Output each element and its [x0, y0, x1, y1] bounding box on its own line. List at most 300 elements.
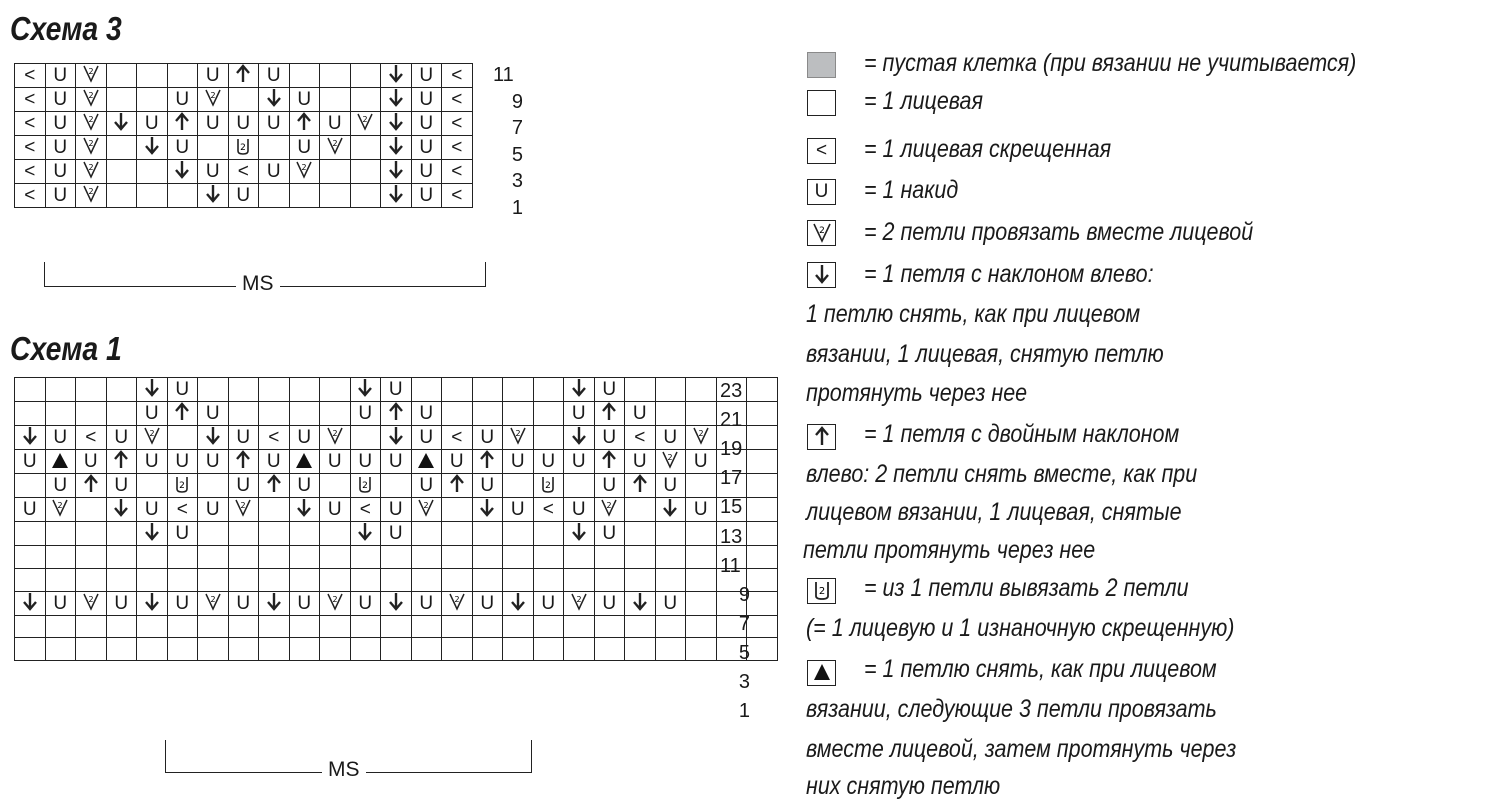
scheme1-cell [686, 522, 717, 546]
scheme3-cell: U [411, 136, 442, 160]
scheme3-cell [198, 88, 229, 112]
scheme1-cell: U [137, 498, 168, 522]
scheme1-cell: U [411, 426, 442, 450]
scheme1-cell [320, 402, 351, 426]
arrow-down-icon [205, 426, 221, 449]
arrow-down-icon [174, 160, 190, 183]
svg-text:2: 2 [606, 501, 612, 510]
scheme1-cell [228, 522, 259, 546]
arrow-down-icon [205, 184, 221, 207]
scheme1-cell [564, 638, 595, 661]
k2tog-icon [82, 64, 100, 87]
scheme1-cell [76, 615, 107, 638]
scheme1-cell: U [564, 402, 595, 426]
svg-text:2: 2 [362, 480, 369, 491]
scheme1-cell [747, 498, 778, 522]
svg-text:2: 2 [210, 594, 216, 604]
scheme1-cell [76, 546, 107, 569]
arrow-up-icon [601, 402, 617, 425]
scheme1-cell [655, 546, 686, 569]
scheme3-cell [350, 184, 381, 208]
scheme1-cell [137, 378, 168, 402]
grid-row [15, 638, 778, 661]
scheme1-cell [564, 522, 595, 546]
scheme1-cell [289, 402, 320, 426]
scheme3-cell: < [15, 88, 46, 112]
scheme1-cell [625, 568, 656, 591]
scheme3-cell: U [45, 88, 76, 112]
arrow-down-icon [388, 592, 404, 615]
k2tog-icon [234, 498, 252, 521]
scheme3-cell [106, 160, 137, 184]
svg-text:2: 2 [332, 594, 338, 604]
scheme3-cell [167, 112, 198, 136]
arrow-up-icon [174, 112, 190, 135]
scheme1-cell [76, 378, 107, 402]
scheme1-cell [594, 498, 625, 522]
scheme1-cell [533, 546, 564, 569]
scheme1-cell: U [564, 450, 595, 474]
scheme1-cell [747, 591, 778, 615]
scheme1-cell [594, 568, 625, 591]
grid-row [15, 378, 778, 402]
scheme1-cell [686, 546, 717, 569]
scheme1-cell [655, 615, 686, 638]
legend-knit-text: = 1 лицевая [864, 87, 983, 115]
svg-text:2: 2 [88, 67, 94, 76]
scheme3-cell [289, 184, 320, 208]
scheme1-cell [76, 591, 107, 615]
scheme3-cell: U [45, 112, 76, 136]
row-number: 11 [493, 64, 514, 86]
svg-text:2: 2 [698, 429, 704, 438]
scheme3-cell [320, 160, 351, 184]
scheme3-cell: U [320, 112, 351, 136]
grid-row [15, 474, 778, 498]
legend-double-slant-line3: петли протянуть через нее [803, 536, 1096, 564]
increase-icon [235, 137, 251, 159]
row-number: 9 [738, 583, 750, 606]
scheme1-cell [625, 591, 656, 615]
scheme1-cell [747, 378, 778, 402]
scheme1-cell [503, 638, 534, 661]
k2tog-icon [82, 88, 100, 111]
arrow-down-icon [510, 592, 526, 615]
scheme1-cell [747, 474, 778, 498]
k2tog-icon [204, 88, 222, 111]
k2tog-icon [82, 184, 100, 207]
scheme1-cell: U [167, 522, 198, 546]
scheme1-cell [747, 402, 778, 426]
legend-triple-swatch [807, 660, 836, 686]
triangle-icon [812, 661, 832, 690]
grid-row [15, 136, 473, 160]
scheme1-cell [503, 402, 534, 426]
scheme1-cell [442, 378, 473, 402]
scheme1-cell [15, 568, 46, 591]
scheme1-cell [289, 568, 320, 591]
scheme1-cell [747, 638, 778, 661]
scheme3-cell [76, 136, 107, 160]
scheme3-cell: U [45, 64, 76, 88]
row-number: 13 [720, 525, 743, 548]
scheme3-cell [76, 160, 107, 184]
arrow-down-icon [388, 184, 404, 207]
scheme1-cell [76, 638, 107, 661]
k2tog-icon [82, 160, 100, 183]
scheme1-cell [15, 615, 46, 638]
scheme3-cell: U [228, 112, 259, 136]
scheme1-cell [198, 568, 229, 591]
scheme1-cell [472, 568, 503, 591]
svg-text:2: 2 [454, 594, 460, 604]
scheme1-cell [320, 426, 351, 450]
legend-double-slant-line1: влево: 2 петли снять вместе, как при [806, 460, 1198, 488]
grid-row [15, 64, 473, 88]
scheme1-cell [655, 638, 686, 661]
scheme1-cell [198, 638, 229, 661]
row-number: 9 [511, 90, 523, 113]
scheme1-cell [381, 591, 412, 615]
scheme3-cell: < [15, 136, 46, 160]
scheme1-cell [350, 474, 381, 498]
scheme1-cell [320, 378, 351, 402]
scheme3-cell [76, 184, 107, 208]
scheme1-cell [381, 546, 412, 569]
scheme1-cell [533, 474, 564, 498]
scheme1-cell [533, 522, 564, 546]
scheme3-cell: U [45, 184, 76, 208]
scheme1-cell: < [167, 498, 198, 522]
legend-slant-left-line2: вязании, 1 лицевая, снятую петлю [806, 340, 1164, 368]
k2tog-icon [326, 592, 344, 615]
scheme1-cell [442, 402, 473, 426]
row-number: 21 [720, 409, 743, 432]
scheme1-cell [289, 522, 320, 546]
k2tog-icon [417, 498, 435, 521]
k2tog-icon [356, 112, 374, 135]
scheme3-cell: < [15, 160, 46, 184]
scheme3-cell: U [228, 184, 259, 208]
increase-icon [812, 579, 832, 608]
arrow-down-icon [266, 592, 282, 615]
legend-knit-swatch [807, 90, 836, 116]
svg-text:2: 2 [88, 91, 94, 100]
scheme1-cell [289, 498, 320, 522]
scheme1-cell [442, 474, 473, 498]
arrow-down-icon [388, 88, 404, 111]
scheme1-cell [15, 474, 46, 498]
scheme1-cell [259, 591, 290, 615]
scheme1-cell [594, 450, 625, 474]
scheme3-cell [350, 112, 381, 136]
arrow-down-icon [388, 426, 404, 449]
scheme1-cell: U [655, 474, 686, 498]
scheme3-cell [198, 136, 229, 160]
triangle-icon [51, 451, 69, 473]
scheme3-cell [167, 160, 198, 184]
scheme1-cell [228, 546, 259, 569]
grid-row [15, 546, 778, 569]
scheme1-cell [533, 378, 564, 402]
scheme1-cell [533, 615, 564, 638]
legend-slant-left-swatch [807, 262, 836, 288]
scheme1-cell [686, 568, 717, 591]
scheme3-cell [289, 112, 320, 136]
scheme1-cell [228, 498, 259, 522]
scheme1-cell [15, 378, 46, 402]
scheme1-cell [320, 522, 351, 546]
scheme1-cell [747, 546, 778, 569]
arrow-up-icon [174, 402, 190, 425]
scheme1-cell [594, 638, 625, 661]
scheme1-cell: U [167, 378, 198, 402]
scheme3-ms-label: MS [236, 272, 280, 296]
scheme1-cell [655, 402, 686, 426]
scheme1-cell [411, 568, 442, 591]
increase-icon [540, 475, 556, 497]
k2tog-icon [82, 136, 100, 159]
scheme3-cell: U [259, 64, 290, 88]
scheme1-cell: U [198, 450, 229, 474]
scheme1-cell: U [289, 591, 320, 615]
scheme1-cell [106, 638, 137, 661]
scheme1-cell: U [686, 450, 717, 474]
scheme1-cell: U [228, 474, 259, 498]
legend-slant-left-text: = 1 петля с наклоном влево: [864, 260, 1154, 288]
scheme1-cell: U [15, 450, 46, 474]
scheme1-cell [472, 402, 503, 426]
svg-text:2: 2 [149, 429, 155, 438]
scheme1-cell [76, 474, 107, 498]
scheme1-cell [228, 378, 259, 402]
scheme3-cell: U [411, 184, 442, 208]
scheme1-cell [411, 522, 442, 546]
scheme1-cell [137, 638, 168, 661]
legend-triple-line3: них снятую петлю [806, 772, 1001, 800]
scheme1-cell: U [442, 450, 473, 474]
scheme1-cell [45, 450, 76, 474]
arrow-down-icon [388, 112, 404, 135]
scheme1-cell: U [411, 591, 442, 615]
scheme1-cell [15, 522, 46, 546]
scheme1-cell [320, 615, 351, 638]
arrow-down-icon [144, 522, 160, 545]
scheme1-cell: U [45, 474, 76, 498]
row-number: 19 [720, 438, 743, 461]
scheme3-cell [259, 88, 290, 112]
scheme1-cell [106, 568, 137, 591]
triangle-icon [417, 451, 435, 473]
scheme1-cell [289, 638, 320, 661]
row-number: 1 [738, 700, 750, 723]
scheme1-cell: U [259, 450, 290, 474]
scheme1-cell [106, 498, 137, 522]
scheme1-cell [15, 591, 46, 615]
scheme1-cell [381, 638, 412, 661]
scheme3-cell [106, 88, 137, 112]
scheme1-cell: U [45, 426, 76, 450]
scheme1-cell [228, 638, 259, 661]
grid-row [15, 402, 778, 426]
scheme1-cell: U [198, 498, 229, 522]
scheme1-cell: U [594, 378, 625, 402]
scheme3-cell [137, 88, 168, 112]
scheme1-cell [289, 615, 320, 638]
scheme3-cell [167, 64, 198, 88]
scheme1-cell [747, 568, 778, 591]
scheme1-cell [564, 615, 595, 638]
scheme1-cell [289, 546, 320, 569]
scheme3-cell [228, 64, 259, 88]
row-number: 15 [720, 496, 743, 519]
scheme1-cell: U [350, 402, 381, 426]
scheme1-cell [411, 498, 442, 522]
scheme3-cell [350, 136, 381, 160]
arrow-down-icon [266, 88, 282, 111]
scheme1-cell [381, 474, 412, 498]
scheme1-cell [15, 638, 46, 661]
scheme1-cell [167, 615, 198, 638]
scheme1-cell [625, 474, 656, 498]
scheme1-cell: U [533, 591, 564, 615]
scheme1-cell: < [76, 426, 107, 450]
scheme1-cell [76, 498, 107, 522]
scheme3-cell [106, 112, 137, 136]
scheme3-cell: U [198, 160, 229, 184]
scheme1-cell [594, 615, 625, 638]
scheme3-cell: U [411, 64, 442, 88]
scheme1-cell [259, 402, 290, 426]
grid-row [15, 615, 778, 638]
scheme1-cell [350, 568, 381, 591]
scheme3-cell [289, 64, 320, 88]
scheme1-cell [137, 546, 168, 569]
k2tog-icon [692, 426, 710, 449]
scheme1-cell [442, 546, 473, 569]
scheme3-cell: U [198, 64, 229, 88]
scheme3-cell: U [411, 88, 442, 112]
scheme1-cell [106, 450, 137, 474]
scheme1-cell [137, 426, 168, 450]
scheme1-cell [625, 498, 656, 522]
scheme1-cell [625, 615, 656, 638]
scheme1-cell [655, 568, 686, 591]
scheme1-cell [747, 426, 778, 450]
scheme1-cell: U [594, 426, 625, 450]
legend-yarn-over-swatch: U [807, 179, 836, 205]
scheme1-cell [137, 615, 168, 638]
scheme1-cell [45, 615, 76, 638]
legend-knit-crossed-swatch: < [807, 138, 836, 164]
row-number: 7 [738, 612, 750, 635]
scheme3-cell [228, 136, 259, 160]
scheme3-cell [167, 184, 198, 208]
svg-text:2: 2 [362, 115, 368, 124]
increase-icon [174, 475, 190, 497]
grid-row [15, 498, 778, 522]
grid-row [15, 591, 778, 615]
scheme1-cell [686, 402, 717, 426]
scheme1-cell [686, 474, 717, 498]
k2tog-icon [143, 426, 161, 449]
scheme1-cell: U [106, 474, 137, 498]
scheme1-cell: U [594, 522, 625, 546]
arrow-down-icon [144, 592, 160, 615]
scheme3-title: Схема 3 [10, 10, 122, 47]
arrow-up-icon [813, 425, 831, 454]
scheme1-cell: U [137, 402, 168, 426]
scheme1-cell [472, 498, 503, 522]
scheme1-cell [167, 402, 198, 426]
svg-text:2: 2 [179, 480, 186, 491]
k2tog-icon [82, 592, 100, 615]
arrow-down-icon [388, 136, 404, 159]
grid-row [15, 184, 473, 208]
scheme1-cell [198, 474, 229, 498]
scheme1-cell [747, 522, 778, 546]
scheme1-cell: U [15, 498, 46, 522]
scheme3-cell [289, 160, 320, 184]
svg-text:2: 2 [88, 163, 94, 172]
svg-text:2: 2 [515, 429, 521, 438]
scheme1-cell [320, 474, 351, 498]
legend-increase-swatch [807, 578, 836, 604]
scheme1-cell [350, 426, 381, 450]
scheme1-cell [320, 568, 351, 591]
scheme1-cell [198, 426, 229, 450]
arrow-down-icon [22, 592, 38, 615]
scheme1-cell [259, 546, 290, 569]
scheme3-grid [14, 63, 473, 208]
arrow-up-icon [601, 450, 617, 473]
scheme3-cell: U [289, 136, 320, 160]
scheme3-cell [350, 88, 381, 112]
scheme1-cell [45, 378, 76, 402]
scheme1-cell [106, 378, 137, 402]
scheme1-cell [15, 426, 46, 450]
scheme1-cell: < [442, 426, 473, 450]
arrow-down-icon [632, 592, 648, 615]
scheme1-cell: U [320, 498, 351, 522]
scheme1-cell [167, 546, 198, 569]
scheme3-cell [137, 136, 168, 160]
scheme3-cell [381, 88, 412, 112]
scheme1-cell: U [76, 450, 107, 474]
scheme1-cell [442, 568, 473, 591]
scheme3-cell [350, 64, 381, 88]
scheme1-cell [472, 450, 503, 474]
scheme1-cell [503, 474, 534, 498]
arrow-up-icon [235, 64, 251, 87]
arrow-down-icon [357, 522, 373, 545]
scheme1-cell [442, 615, 473, 638]
scheme3-cell [320, 88, 351, 112]
scheme3-cell [320, 64, 351, 88]
legend-double-slant-text: = 1 петля с двойным наклоном [864, 420, 1180, 448]
scheme1-cell [747, 450, 778, 474]
scheme1-cell [259, 498, 290, 522]
k2tog-icon [509, 426, 527, 449]
scheme1-cell [564, 568, 595, 591]
scheme1-cell: U [228, 591, 259, 615]
legend-slant-left-line3: протянуть через нее [806, 379, 1028, 407]
scheme3-cell: < [442, 112, 473, 136]
scheme1-cell [625, 638, 656, 661]
scheme1-cell [625, 522, 656, 546]
scheme1-cell [137, 568, 168, 591]
scheme3-cell [320, 184, 351, 208]
